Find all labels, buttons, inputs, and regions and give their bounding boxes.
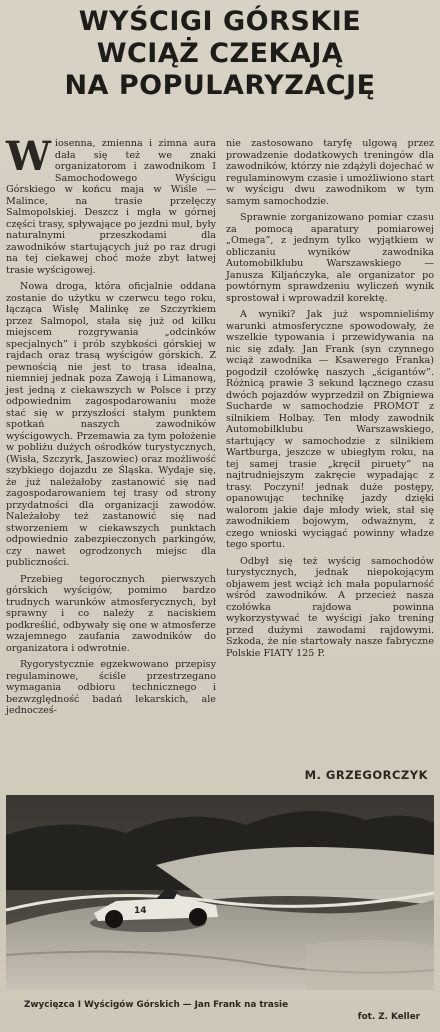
headline-line-1: WYŚCIGI GÓRSKIE: [78, 6, 362, 37]
headline-line-3: NA POPULARYZACJĘ: [64, 70, 376, 101]
race-photo: [6, 795, 434, 990]
foreground-verge: [306, 940, 434, 990]
race-photo-image: [6, 795, 434, 990]
paragraph: A wyniki? Jak już wspomnieliśmy warunki atmosferyczne spowodowały, że wszelkie typowania i przewidywania na nic się zdały. Jan Frank (syn czynnego wciąż zawodnika — Ksawerego Franka) pogodził czołówkę naszych „ścigantów”. Różnicą prawie 3 sekund łącznego czasu dwóch pojazdów wyprzedził on Zbigniewa Sucharde w samochodzie PROMOT z silnikiem Holbay. Ten młody zawodnik Automobilklubu Warszawskiego, startujący w samochodzie z silnikiem Wartburga, jeszcze w ubiegłym roku, na tej samej trasie „kręcił piruety” na najtrudniejszym zakręcie wypadając z trasy. Poczyni! jednak duże postępy, opanowując technikę jazdy dzięki walorom jakie daje młody wiek, stał się zawodnikiem bojowym, odważnym, z czego wnioski wyciągać powinny władze tego sportu.: [226, 309, 434, 550]
article-headline: [0, 6, 440, 102]
caption-text: Zwycięzca I Wyścigów Górskich — Jan Frank na trasie: [24, 1000, 289, 1010]
paragraph: Rygorystycznie egzekwowano przepisy regulaminowe, ściśle przestrzegano wymagania odbioru technicznego i bezwzględność badań lekarskich, ale jednocześ-: [6, 659, 216, 716]
paragraph: Sprawnie zorganizowano pomiar czasu za pomocą aparatury pomiarowej „Omega”, z jednym tylko wyjątkiem w obliczaniu wyników zawodnika Automobilklubu Warszawskiego — Janusza Kiljańczyka, ale organizator po powtórnym sprawdzeniu wyliczeń wynik sprostował i wprowadził korektę.: [226, 212, 434, 304]
paragraph: nie zastosowano taryfę ulgową przez prowadzenie dodatkowych treningów dla zawodników, którzy nie zdążyli dojechać w regulaminowym czasie i umożliwiono start w wyścigu dwu zawodnikom w tym samym samochodzie.: [226, 138, 434, 207]
paragraph: Przebieg tegorocznych pierwszych górskich wyścigów, pomimo bardzo trudnych warunków atmosferycznych, był sprawny i co należy z naciskiem podkreślić, odbywały się one w atmosferze wzajemnego zaufania zawodników do organizatora i odwrotnie.: [6, 573, 216, 654]
paragraph: Nowa droga, która oficjalnie oddana zostanie do użytku w czerwcu tego roku, łącząca Wisłę Malinkę ze Szczyrkiem przez Salmopol, stała się już od kilku miejscem rozgrywania „odcinków specjalnych” i prób szybkości górskiej w rajdach oraz trasą wyścigów górskich. Z pewnością nie jest to trasa idealna, niemniej jednak poza Zawoją i Limanową, jest jedną z ciekawszych w Polsce i przy odpowiednim zagospodarowaniu może stać się w przyszłości stałym punktem spotkań naszych zawodników wyścigowych. Przemawia za tym położenie w pobliżu dużych ośrodków turystycznych, (Wisła, Szczyrk, Jaszowiec) oraz możliwość szybkiego dojazdu ze Śląska. Wydaje się, że już należałoby zastanowić się nad zagospodarowaniem tej trasy od strony przydatności dla organizacji zawodów. Należałoby też zastanowić się nad stworzeniem w ciekawszych punktach odpowiednio zabezpieczonych parkingów, czy nawet ogrodzonych miejsc dla publiczności.: [6, 281, 216, 568]
drop-cap: W: [6, 133, 51, 180]
car-number: 14: [134, 906, 147, 916]
car-front-wheel: [189, 908, 207, 926]
article-author: M. GRZEGORCZYK: [304, 768, 428, 782]
car-rear-wheel: [105, 910, 123, 928]
headline-line-2: WCIĄŻ CZEKAJĄ: [96, 38, 344, 69]
paragraph: [6, 133, 216, 276]
paragraph-text: iosenna, zmienna i zimna aura dała się też we znaki organizatorom i zawodnikom I Samochodowego Wyścigu Górskiego w końcu maja w Wiśle — Malince, na trasie przełęczy Salmopolskiej. Deszcz i mgła w górnej części trasy, spływające po jezdni muł, były naturalnymi przeszkodami dla zawodników startujących już po raz drugi na tej ciekawej choć może zbyt łatwej trasie wyścigowej.: [6, 138, 216, 276]
article-column-left: [6, 133, 216, 722]
paragraph: Odbył się też wyścig samochodów turystycznych, jednak niepokojącym objawem jest wciąż ich mała popularność wśród zawodników. A przecież nasza czołówka rajdowa powinna wykorzystywać te wyścigi jako trening przed dużymi zawodami rajdowymi. Szkoda, że nie startowały nasze fabryczne Polskie FIATY 125 P.: [226, 555, 434, 659]
article-column-right: [226, 138, 434, 664]
photo-credit: fot. Z. Keller: [357, 1012, 420, 1022]
